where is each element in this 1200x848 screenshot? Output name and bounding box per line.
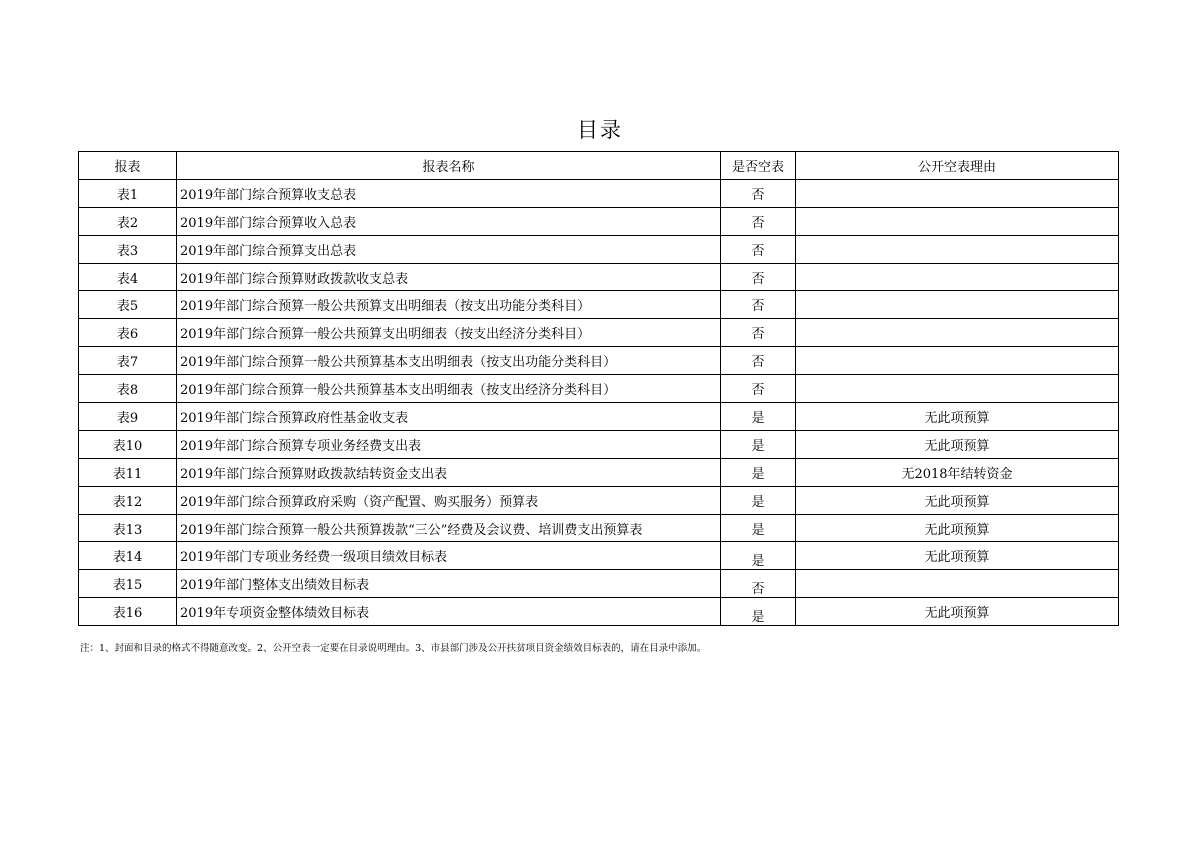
header-name: 报表名称 [177, 152, 721, 180]
row-empty: 否 [721, 319, 796, 347]
row-empty-value: 否 [751, 582, 765, 598]
row-reason: 无此项预算 [796, 403, 1119, 431]
row-name: 2019年部门综合预算一般公共预算支出明细表（按支出功能分类科目） [177, 291, 721, 319]
row-no: 表3 [79, 235, 177, 263]
row-empty: 否 [721, 347, 796, 375]
header-no: 报表 [79, 152, 177, 180]
header-empty: 是否空表 [721, 152, 796, 180]
row-name: 2019年部门专项业务经费一级项目绩效目标表 [177, 542, 721, 570]
row-name: 2019年部门综合预算一般公共预算拨款“三公”经费及会议费、培训费支出预算表 [177, 514, 721, 542]
row-empty: 是 [721, 430, 796, 458]
row-reason: 无此项预算 [796, 514, 1119, 542]
table-row [79, 403, 1119, 431]
row-reason [796, 235, 1119, 263]
table-row [79, 263, 1119, 291]
row-no: 表9 [79, 403, 177, 431]
row-empty: 是 [721, 458, 796, 486]
page-title: 目录 [577, 118, 623, 142]
table-row [79, 542, 1119, 570]
row-no: 表12 [79, 486, 177, 514]
row-name: 2019年部门综合预算专项业务经费支出表 [177, 430, 721, 458]
row-name: 2019年部门综合预算一般公共预算基本支出明细表（按支出功能分类科目） [177, 347, 721, 375]
table-row [79, 319, 1119, 347]
table-row [79, 514, 1119, 542]
catalog-table [78, 151, 1119, 626]
row-reason [796, 179, 1119, 207]
header-reason: 公开空表理由 [796, 152, 1119, 180]
row-name: 2019年部门综合预算收支总表 [177, 179, 721, 207]
row-no: 表14 [79, 542, 177, 570]
table-row [79, 291, 1119, 319]
row-reason: 无此项预算 [796, 486, 1119, 514]
row-no: 表16 [79, 598, 177, 626]
row-reason [796, 319, 1119, 347]
row-name: 2019年部门综合预算一般公共预算基本支出明细表（按支出经济分类科目） [177, 375, 721, 403]
table-row [79, 235, 1119, 263]
row-name: 2019年部门综合预算政府性基金收支表 [177, 403, 721, 431]
row-reason [796, 347, 1119, 375]
row-reason: 无2018年结转资金 [796, 458, 1119, 486]
row-reason [796, 207, 1119, 235]
row-no: 表10 [79, 430, 177, 458]
row-empty-value: 是 [751, 610, 765, 626]
row-no: 表4 [79, 263, 177, 291]
table-row [79, 347, 1119, 375]
table-body [79, 179, 1119, 625]
row-empty: 否 [721, 291, 796, 319]
row-reason [796, 263, 1119, 291]
row-empty [721, 542, 796, 570]
row-empty: 否 [721, 179, 796, 207]
row-empty: 否 [721, 263, 796, 291]
row-no: 表5 [79, 291, 177, 319]
row-name: 2019年部门综合预算一般公共预算支出明细表（按支出经济分类科目） [177, 319, 721, 347]
row-name: 2019年部门综合预算政府采购（资产配置、购买服务）预算表 [177, 486, 721, 514]
row-reason [796, 375, 1119, 403]
row-no: 表2 [79, 207, 177, 235]
row-empty-value: 是 [751, 554, 765, 570]
row-reason: 无此项预算 [796, 430, 1119, 458]
table-row [79, 375, 1119, 403]
row-empty: 否 [721, 207, 796, 235]
row-no: 表15 [79, 570, 177, 598]
footnote: 注：1、封面和目录的格式不得随意改变。2、公开空表一定要在目录说明理由。3、市县部门涉及公开扶贫项目资金绩效目标表的，请在目录中添加。 [80, 643, 707, 654]
row-name: 2019年部门综合预算财政拨款收支总表 [177, 263, 721, 291]
table-row [79, 207, 1119, 235]
table-row [79, 486, 1119, 514]
row-no: 表13 [79, 514, 177, 542]
row-name: 2019年专项资金整体绩效目标表 [177, 598, 721, 626]
row-empty: 是 [721, 486, 796, 514]
row-empty: 否 [721, 375, 796, 403]
row-empty [721, 598, 796, 626]
row-name: 2019年部门综合预算收入总表 [177, 207, 721, 235]
row-no: 表7 [79, 347, 177, 375]
row-no: 表1 [79, 179, 177, 207]
row-no: 表11 [79, 458, 177, 486]
table-row [79, 179, 1119, 207]
row-reason [796, 291, 1119, 319]
row-no: 表8 [79, 375, 177, 403]
row-reason: 无此项预算 [796, 542, 1119, 570]
table-row [79, 458, 1119, 486]
row-name: 2019年部门综合预算支出总表 [177, 235, 721, 263]
table-header-row [79, 152, 1119, 180]
row-empty: 是 [721, 403, 796, 431]
table-row [79, 570, 1119, 598]
row-name: 2019年部门综合预算财政拨款结转资金支出表 [177, 458, 721, 486]
row-reason [796, 570, 1119, 598]
row-empty [721, 570, 796, 598]
row-no: 表6 [79, 319, 177, 347]
row-empty: 否 [721, 235, 796, 263]
row-reason: 无此项预算 [796, 598, 1119, 626]
row-empty: 是 [721, 514, 796, 542]
table-row [79, 430, 1119, 458]
table-row [79, 598, 1119, 626]
row-name: 2019年部门整体支出绩效目标表 [177, 570, 721, 598]
